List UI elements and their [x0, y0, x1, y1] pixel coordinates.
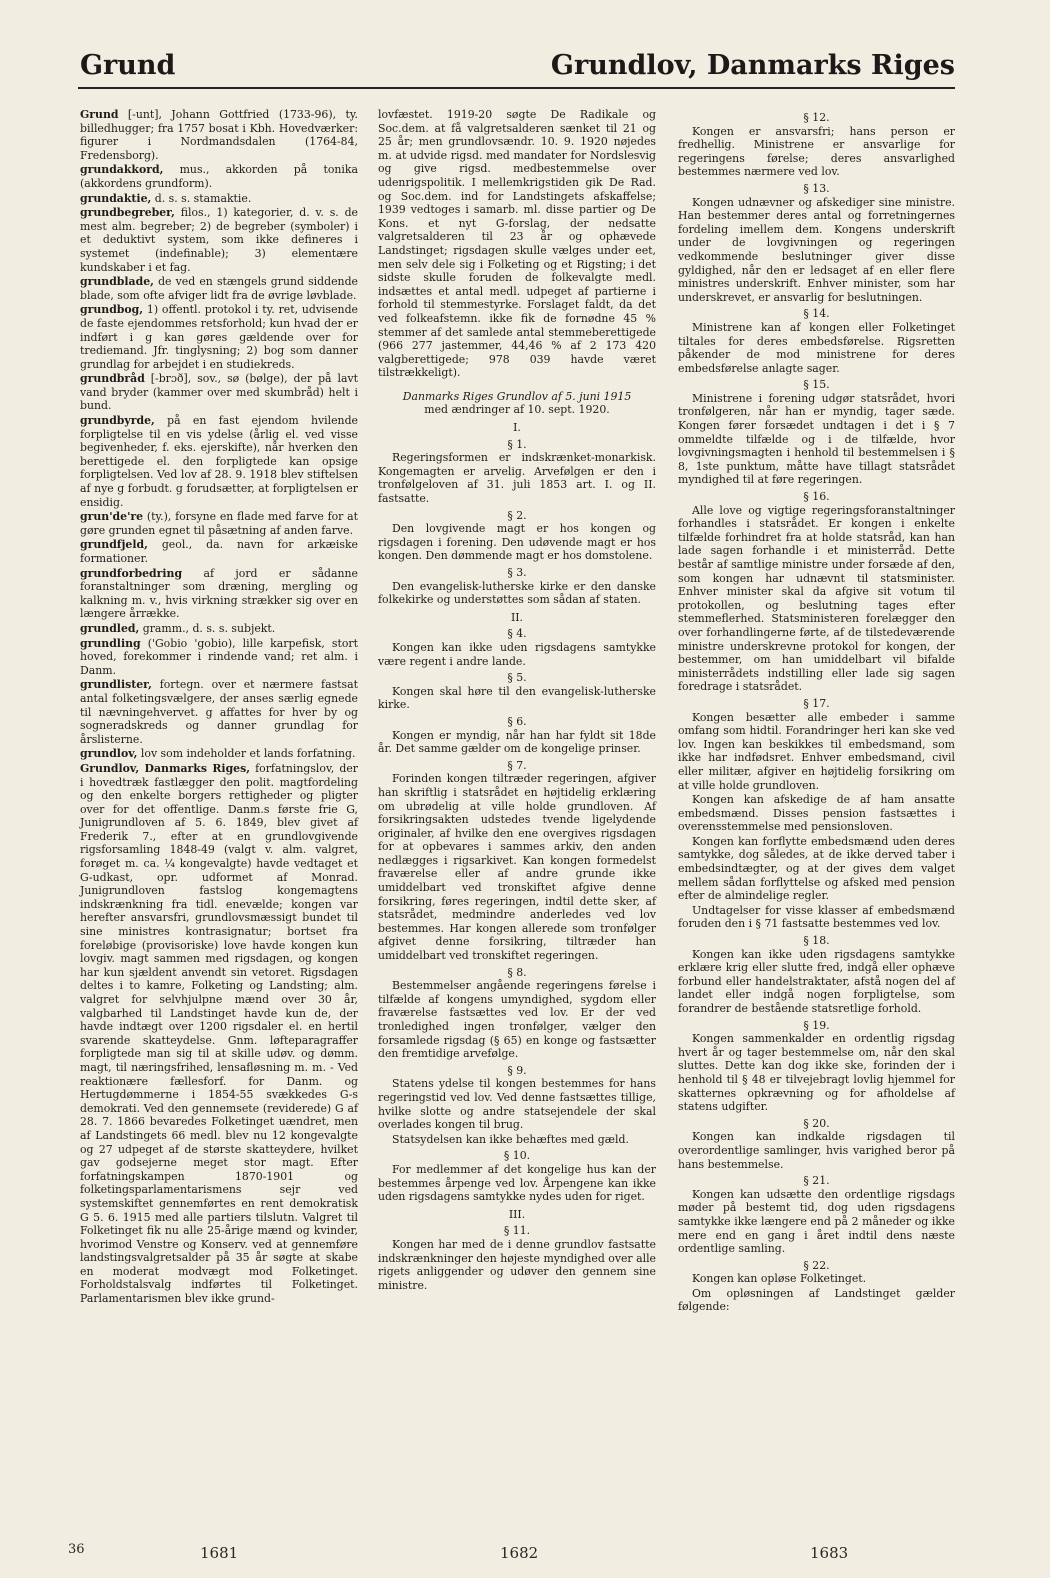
section-paragraph: Kongen udnævner og afskediger sine ministre. Han bestemmer deres antal og forretningernes fordeling imellem dem. Kongens underskrift under de lovgivningen og regeringen vedkommende beslutninger giver disse gyldighed, når den er ledsaget af en eller flere ministres underskrift. Enhver minister, som har underskrevet, er ansvarlig for beslutningen. — [678, 195, 955, 304]
entry-headword: Grundlov, Danmarks Riges, — [80, 761, 251, 775]
entry-headword: grundlov, — [80, 747, 138, 761]
constitution-title — [378, 390, 656, 417]
chapter-number: I. — [513, 421, 521, 435]
dictionary-entry — [80, 567, 358, 621]
entry-text: ('Gobio 'gobio), lille karpefisk, stort hoved, forekommer i rindende vand; ret alm. i Danm. — [80, 636, 358, 677]
section-paragraph: Kongen kan indkalde rigsdagen til overordentlige samlinger, hvis varighed beror på hans bestemmelse. — [678, 1130, 955, 1171]
chapter-number: II. — [510, 610, 524, 624]
column-3 — [678, 108, 955, 1315]
section-paragraph: Den lovgivende magt er hos kongen og rigsdagen i forening. Den udøvende magt er hos kongen. Den dømmende magt er hos domstolene. — [378, 522, 656, 563]
section-number: § 21. — [803, 1174, 830, 1188]
entry-headword: grundbegreber, — [80, 206, 175, 220]
entry-headword: grundbråd — [80, 372, 145, 386]
entry-text: forfatningslov, der i hovedtræk fastlægger den polit. magtfordeling og den enkelte borgers rettigheder og pligter over for det offentlige. Danm.s første frie G, Junigrundloven af 5. 6. 1849, blev givet af Frederik 7., efter at en grundlovgivende rigsforsamling 1848-49 (valgt v. alm. valgret, forøget m. ca. ¼ kongevalgte) havde vedtaget et G-udkast, opr. udformet af Monrad. Junigrundloven fastslog kongemagtens indskrænkning fra tidl. enevælde; kongen var herefter ansvarsfri, grundlovsmæssigt bundet til sine ministres kontrasignatur; bortset fra foreløbige (provisoriske) love havde kongen kun lovgiv. magt sammen med rigsdagen, og kongen har kun sjældent anvendt sin vetoret. Rigsdagen deltes i to kamre, Folketing og Landsting; alm. valgret for selvhjulpne mænd over 30 år, valgbarhed til Landstinget havde kun de, der havde indtægt over 1200 rigsdaler el. en hertil svarende skatteydelse. Gnm. løfteparagraffer forpligtede man sig til at skille udøv. og dømm. magt, til næringsfrihed, lensafløsning m. m. - Ved reaktionære fællesforf. for Danm. og Hertugdømmerne i 1854-55 svækkedes G-s demokrati. Ved den gennemsete (reviderede) G af 28. 7. 1866 bevaredes Folketinget uændret, men af Landstingets 66 medl. blev nu 12 kongevalgte og 27 udpeget af de største skatteydere, hvilket gav godsejerne meget stor magt. Efter forfatningskampen 1870-1901 og folketingsparlamentarismens sejr ved systemskiftet gennemførtes en rent demokratisk G 5. 6. 1915 med alle partiers tilslutn. Valgret til Folketinget fik nu alle 25-årige mænd og kvinder, hvorimod Venstre og Konserv. ved at gennemføre landstingsvalgretsalder på 35 år søgte at skabe en moderat modvægt mod Folketinget. Forholdstalsvalg indførtes til Folketinget. Parlamentarismen blev ikke grund- — [80, 761, 358, 1306]
section-paragraph: Kongen har med de i denne grundlov fastsatte indskrænkninger den højeste myndighed over alle rigets anliggender og udøver den gennem sine ministre. — [378, 1237, 657, 1292]
section-paragraph: Ministrene kan af kongen eller Folketinget tiltales for deres embedsførelse. Rigsretten påkender de mod ministrene for deres embedsførelse anlagte sager. — [678, 320, 955, 375]
dictionary-entry — [80, 108, 358, 162]
dictionary-entry — [80, 762, 358, 1306]
section-number: § 18. — [803, 934, 830, 948]
dictionary-entry — [80, 206, 358, 274]
entry-text: gramm., d. s. s. subjekt. — [139, 621, 276, 635]
entry-text: de ved en stængels grund siddende blade, som ofte afviger lidt fra de øvrige løvblade. — [80, 275, 358, 302]
section-paragraph: Kongen er myndig, når han har fyldt sit 18de år. Det samme gælder om de kongelige prinser. — [378, 728, 656, 756]
section-number: § 7. — [507, 758, 527, 772]
entry-text: d. s. s. stamaktie. — [151, 191, 252, 205]
section-number: § 2. — [507, 508, 527, 522]
section-paragraph: Om opløsningen af Landstinget gælder følgende: — [678, 1286, 955, 1314]
section-paragraph: Kongen er ansvarsfri; hans person er fredhellig. Ministrene er ansvarlige for regeringens førelse; deres ansvarlighed bestemmes nærmere ved lov. — [678, 124, 955, 179]
dictionary-entry — [80, 372, 358, 413]
section-number: § 15. — [803, 378, 830, 392]
section-number: § 22. — [803, 1258, 830, 1272]
section-paragraph: Statsydelsen kan ikke behæftes med gæld. — [392, 1132, 629, 1146]
section-paragraph: Statens ydelse til kongen bestemmes for hans regeringstid ved lov. Ved denne fastsættes tillige, hvilke slotte og andre statsejendele der skal overlades kongen til brug. — [378, 1077, 656, 1132]
section-paragraph: Kongen kan ikke uden rigsdagens samtykke erklære krig eller slutte fred, indgå eller ophæve forbund eller handelstraktater, afstå nogen del af landet eller indgå nogen forpligtelse, som forandrer de bestående statsretlige forhold. — [678, 947, 955, 1015]
section-number: § 14. — [803, 307, 830, 321]
chapter-number: III. — [508, 1207, 526, 1221]
entry-headword: grundled, — [80, 621, 140, 635]
entry-continuation: lovfæstet. 1919-20 søgte De Radikale og Soc.dem. at få valgretsalderen sænket til 21 og 25 år; men grundlovsændr. 10. 9. 1920 nøjedes m. at udvide rigsd. med mandater for Nordslesvig og give rigsd. medbestemmelse over udenrigspolitik. I mellemkrigstiden gik De Rad. og Soc.dem. ind for Landstingets afskaffelse; 1939 vedtoges i samarb. ml. disse partier og De Kons. et nyt G-forslag, der nedsatte valgretsalderen til 23 år og ophævede Landstinget; rigsdagen skulle vælges under eet, men selv dele sig i Folketing og et Rigsting; i det sidste skulle foruden de folkevalgte medl. indsættes et antal medl. udpeget af partierne i forhold til stemmestyrke. Forslaget faldt, da det ved folkeafstemn. ikke fik de fornødne 45 % stemmer af det samlede antal stemmeberettigede (966 277 jastemmer, 44,46 % af 2 173 420 valgberettigede; 978 039 havde været tilstrækkeligt). — [378, 108, 656, 380]
entry-text: af jord er sådanne foranstaltninger som dræning, mergling og kalkning m. v., hvis virkning strækker sig over en længere årrække. — [80, 566, 358, 621]
section-number: § 3. — [507, 566, 527, 579]
section-number: § 8. — [507, 965, 527, 979]
entry-text: [-brɔð], sov., sø (bølge), der på lavt vand bryder (kammer over med skumbråd) helt i bund. — [80, 372, 358, 413]
dictionary-entry — [80, 538, 358, 565]
section-number: § 17. — [803, 696, 830, 710]
entry-text: [-unt], Johann Gottfried (1733-96), ty. billedhugger; fra 1757 bosat i Kbh. Hovedværker: figurer i Nordmandsdalen (1764-84, Fredensborg). — [80, 108, 358, 162]
section-paragraph: Den evangelisk-lutherske kirke er den danske folkekirke og understøttes som sådan af staten. — [378, 579, 656, 607]
section-paragraph: Ministrene i forening udgør statsrådet, hvori tronfølgeren, når han er myndig, tager sæde. Kongen fører forsædet undtagen i det i § 7 ommeldte tilfælde og i de tilfælde, hvor lovgivningsmagten i henhold til bestemmelsen i § 8, 1ste punktum, måtte have tillagt statsrådet myndighed til at føre regeringen. — [678, 391, 955, 487]
section-paragraph: For medlemmer af det kongelige hus kan der bestemmes årpenge ved lov. Årpengene kan ikke uden rigsdagens samtykke nydes uden for riget. — [378, 1162, 656, 1204]
section-number: § 11. — [503, 1224, 531, 1238]
constitution-sections — [378, 421, 656, 1292]
column-number-1: 1681 — [200, 1544, 239, 1562]
header-rule — [78, 87, 955, 89]
entry-text: (ty.), forsyne en flade med farve for at gøre grunden egnet til påsætning af anden farve. — [80, 510, 358, 537]
dictionary-entry — [80, 303, 358, 371]
dictionary-entry — [80, 637, 358, 678]
running-head-right: Grundlov, Danmarks Riges — [550, 50, 955, 81]
section-paragraph: Kongen besætter alle embeder i samme omfang som hidtil. Forandringer heri kan ske ved lov. Ingen kan beskikkes til embedsmand, som ikke har indfødsret. Enhver embedsmand, civil eller militær, afgiver en højtidelig forsikring om at ville holde grundloven. — [678, 710, 955, 792]
section-paragraph: Kongen kan forflytte embedsmænd uden deres samtykke, dog således, at de ikke derved taber i embedsindtægter, og at der gives dem valget mellem sådan forflyttelse og afsked med pension efter de almindelige regler. — [678, 834, 955, 903]
dictionary-entry — [80, 678, 358, 746]
section-number: § 1. — [507, 437, 527, 451]
constitution-title-rest: med ændringer af 10. sept. 1920. — [424, 403, 610, 417]
section-number: § 4. — [507, 627, 527, 641]
column-number-3: 1683 — [810, 1544, 849, 1562]
section-number: § 10. — [503, 1149, 531, 1163]
section-paragraph: Alle love og vigtige regeringsforanstaltninger forhandles i statsrådet. Er kongen i enkelte tilfælde forhindret fra at holde statsråd, kan han lade sagen forhandle i et ministerråd. Dette består af samtlige ministre under forsæde af den, som kongen har udnævnt til statsminister. Enhver minister skal da afgive sit votum til protokollen, og beslutning tages efter stemmeflerhed. Statsministeren forelægger den over forhandlingerne førte, af de tilstedeværende ministre underskrevne protokol for kongen, der bestemmer, om han umiddelbart vil bifalde ministerrådets indstilling eller lade sig sagen foredrage i statsrådet. — [678, 503, 955, 694]
section-number: § 13. — [803, 181, 830, 195]
entry-headword: grundfjeld, — [80, 538, 148, 552]
section-paragraph: Kongen kan afskedige de af ham ansatte embedsmænd. Disses pension fastsættes i overensstemmelse med pensionsloven. — [678, 793, 955, 834]
dictionary-entry — [80, 192, 358, 206]
entry-headword: grundakkord, — [80, 163, 164, 177]
section-number: § 19. — [803, 1018, 830, 1032]
entry-headword: grundforbedring — [80, 566, 183, 580]
column-1 — [80, 108, 358, 1307]
section-paragraph: Regeringsformen er indskrænket-monarkisk. Kongemagten er arvelig. Arvefølgen er den i tronfølgeloven af 31. juli 1853 art. I. og II. fastsatte. — [378, 451, 656, 506]
entry-headword: grundbyrde, — [80, 414, 155, 428]
entry-text: mus., akkorden på tonika (akkordens grundform). — [80, 163, 358, 190]
entry-headword: Grund — [80, 108, 119, 121]
side-number: 36 — [68, 1542, 85, 1557]
dictionary-entry — [80, 510, 358, 537]
section-paragraph: Undtagelser for visse klasser af embedsmænd foruden den i § 71 fastsatte bestemmes ved lov. — [678, 903, 955, 931]
column-2 — [378, 108, 656, 1293]
section-number: § 6. — [507, 714, 527, 728]
section-number: § 12. — [803, 111, 830, 124]
section-paragraph: Kongen skal høre til den evangelisk-lutherske kirke. — [378, 684, 656, 712]
entry-text: geol., da. navn for arkæiske formationer. — [80, 538, 358, 565]
section-number: § 16. — [803, 490, 830, 504]
dictionary-entry — [80, 163, 358, 190]
entry-text: lov som indeholder et lands forfatning. — [137, 747, 356, 761]
section-paragraph: Kongen kan ikke uden rigsdagens samtykke være regent i andre lande. — [378, 640, 656, 668]
dictionary-entry — [80, 747, 358, 761]
section-paragraph: Forinden kongen tiltræder regeringen, afgiver han skriftlig i statsrådet en højtidelig erklæring om ubrødelig at ville holde grundloven. Af forsikringsakten udstedes tvende ligelydende originaler, af hvilke den ene overgives rigsdagen for at opbevares i sammes arkiv, den anden nedlægges i rigsarkivet. Kan kongen formedelst fraværelse eller af andre grunde ikke umiddelbart ved tronskiftet afgive denne forsikring, føres regeringen, indtil dette sker, af statsrådet, medmindre anderledes ved lov bestemmes. Har kongen allerede som tronfølger afgivet denne forsikring, tiltræder han umiddelbart ved tronskiftet regeringen. — [378, 772, 656, 963]
entry-headword: grundlister, — [80, 678, 152, 692]
dictionary-entry — [80, 622, 358, 636]
entry-text: fortegn. over et nærmere fastsat antal folketingsvælgere, der anses særlig egnede til nævningehvervet. g affattes for hver by og sogneradskreds og danner grundlag for årslisterne. — [80, 678, 358, 746]
dictionary-entry — [80, 414, 358, 509]
dictionary-entry — [80, 275, 358, 302]
section-number: § 20. — [803, 1116, 830, 1130]
entry-headword: grun'de're — [80, 510, 144, 524]
section-paragraph: Kongen kan udsætte den ordentlige rigsdags møder på bestemt tid, dog uden rigsdagens samtykke ikke længere end på 2 måneder og ikke mere end en gang i året indtil dens næste ordentlige samling. — [678, 1187, 955, 1256]
constitution-title-italic: Danmarks Riges Grundlov af 5. juni 1915 — [402, 389, 632, 403]
entry-text: på en fast ejendom hvilende forpligtelse til en vis ydelse (årlig el. ved visse begivenheder, f. eks. ejerskifte), når hverken den berettigede el. den forpligtede kan opsige forpligtelsen. Ved lov af 28. 9. 1918 blev stiftelsen af nye g forbudt. g forudsætter, at forpligtelsen er ensidig. — [80, 414, 358, 509]
section-paragraph: Kongen sammenkalder en ordentlig rigsdag hvert år og tager bestemmelse om, når den skal sluttes. Dette kan dog ikke ske, forinden der i henhold til § 48 er tilvejebragt lovlig hjemmel for skatternes opkrævning og for afholdelse af statens udgifter. — [678, 1032, 955, 1114]
section-number: § 9. — [507, 1063, 527, 1077]
section-paragraph: Bestemmelser angående regeringens førelse i tilfælde af kongens umyndighed, sygdom eller fraværelse fastsættes ved lov. Er der ved tronledighed ingen tronfølger, vælger den forsamlede rigsdag (§ 65) en konge og fastsætter den fremtidige arvefølge. — [378, 979, 656, 1061]
entry-text: filos., 1) kategorier, d. v. s. de mest alm. begreber; 2) de begreber (symboler) i et deduktivt system, som ikke defineres i systemet (indefinable); 3) elementære kundskaber i et fag. — [80, 206, 358, 274]
column-number-2: 1682 — [500, 1544, 539, 1562]
entry-headword: grundblade, — [80, 275, 154, 289]
entry-headword: grundaktie, — [80, 191, 152, 205]
entry-headword: grundbog, — [80, 303, 144, 317]
section-number: § 5. — [507, 671, 527, 685]
section-paragraph: Kongen kan opløse Folketinget. — [692, 1272, 867, 1286]
entry-text: 1) offentl. protokol i ty. ret, udvisende de faste ejendommes retsforhold; kun hvad der er indført i g kan gøres gældende over for trediemand. Jfr. tinglysning; 2) bog som danner grundlag for arbejdet i en studiekreds. — [80, 303, 358, 371]
entry-headword: grundling — [80, 636, 141, 650]
running-head-left: Grund — [80, 50, 176, 81]
